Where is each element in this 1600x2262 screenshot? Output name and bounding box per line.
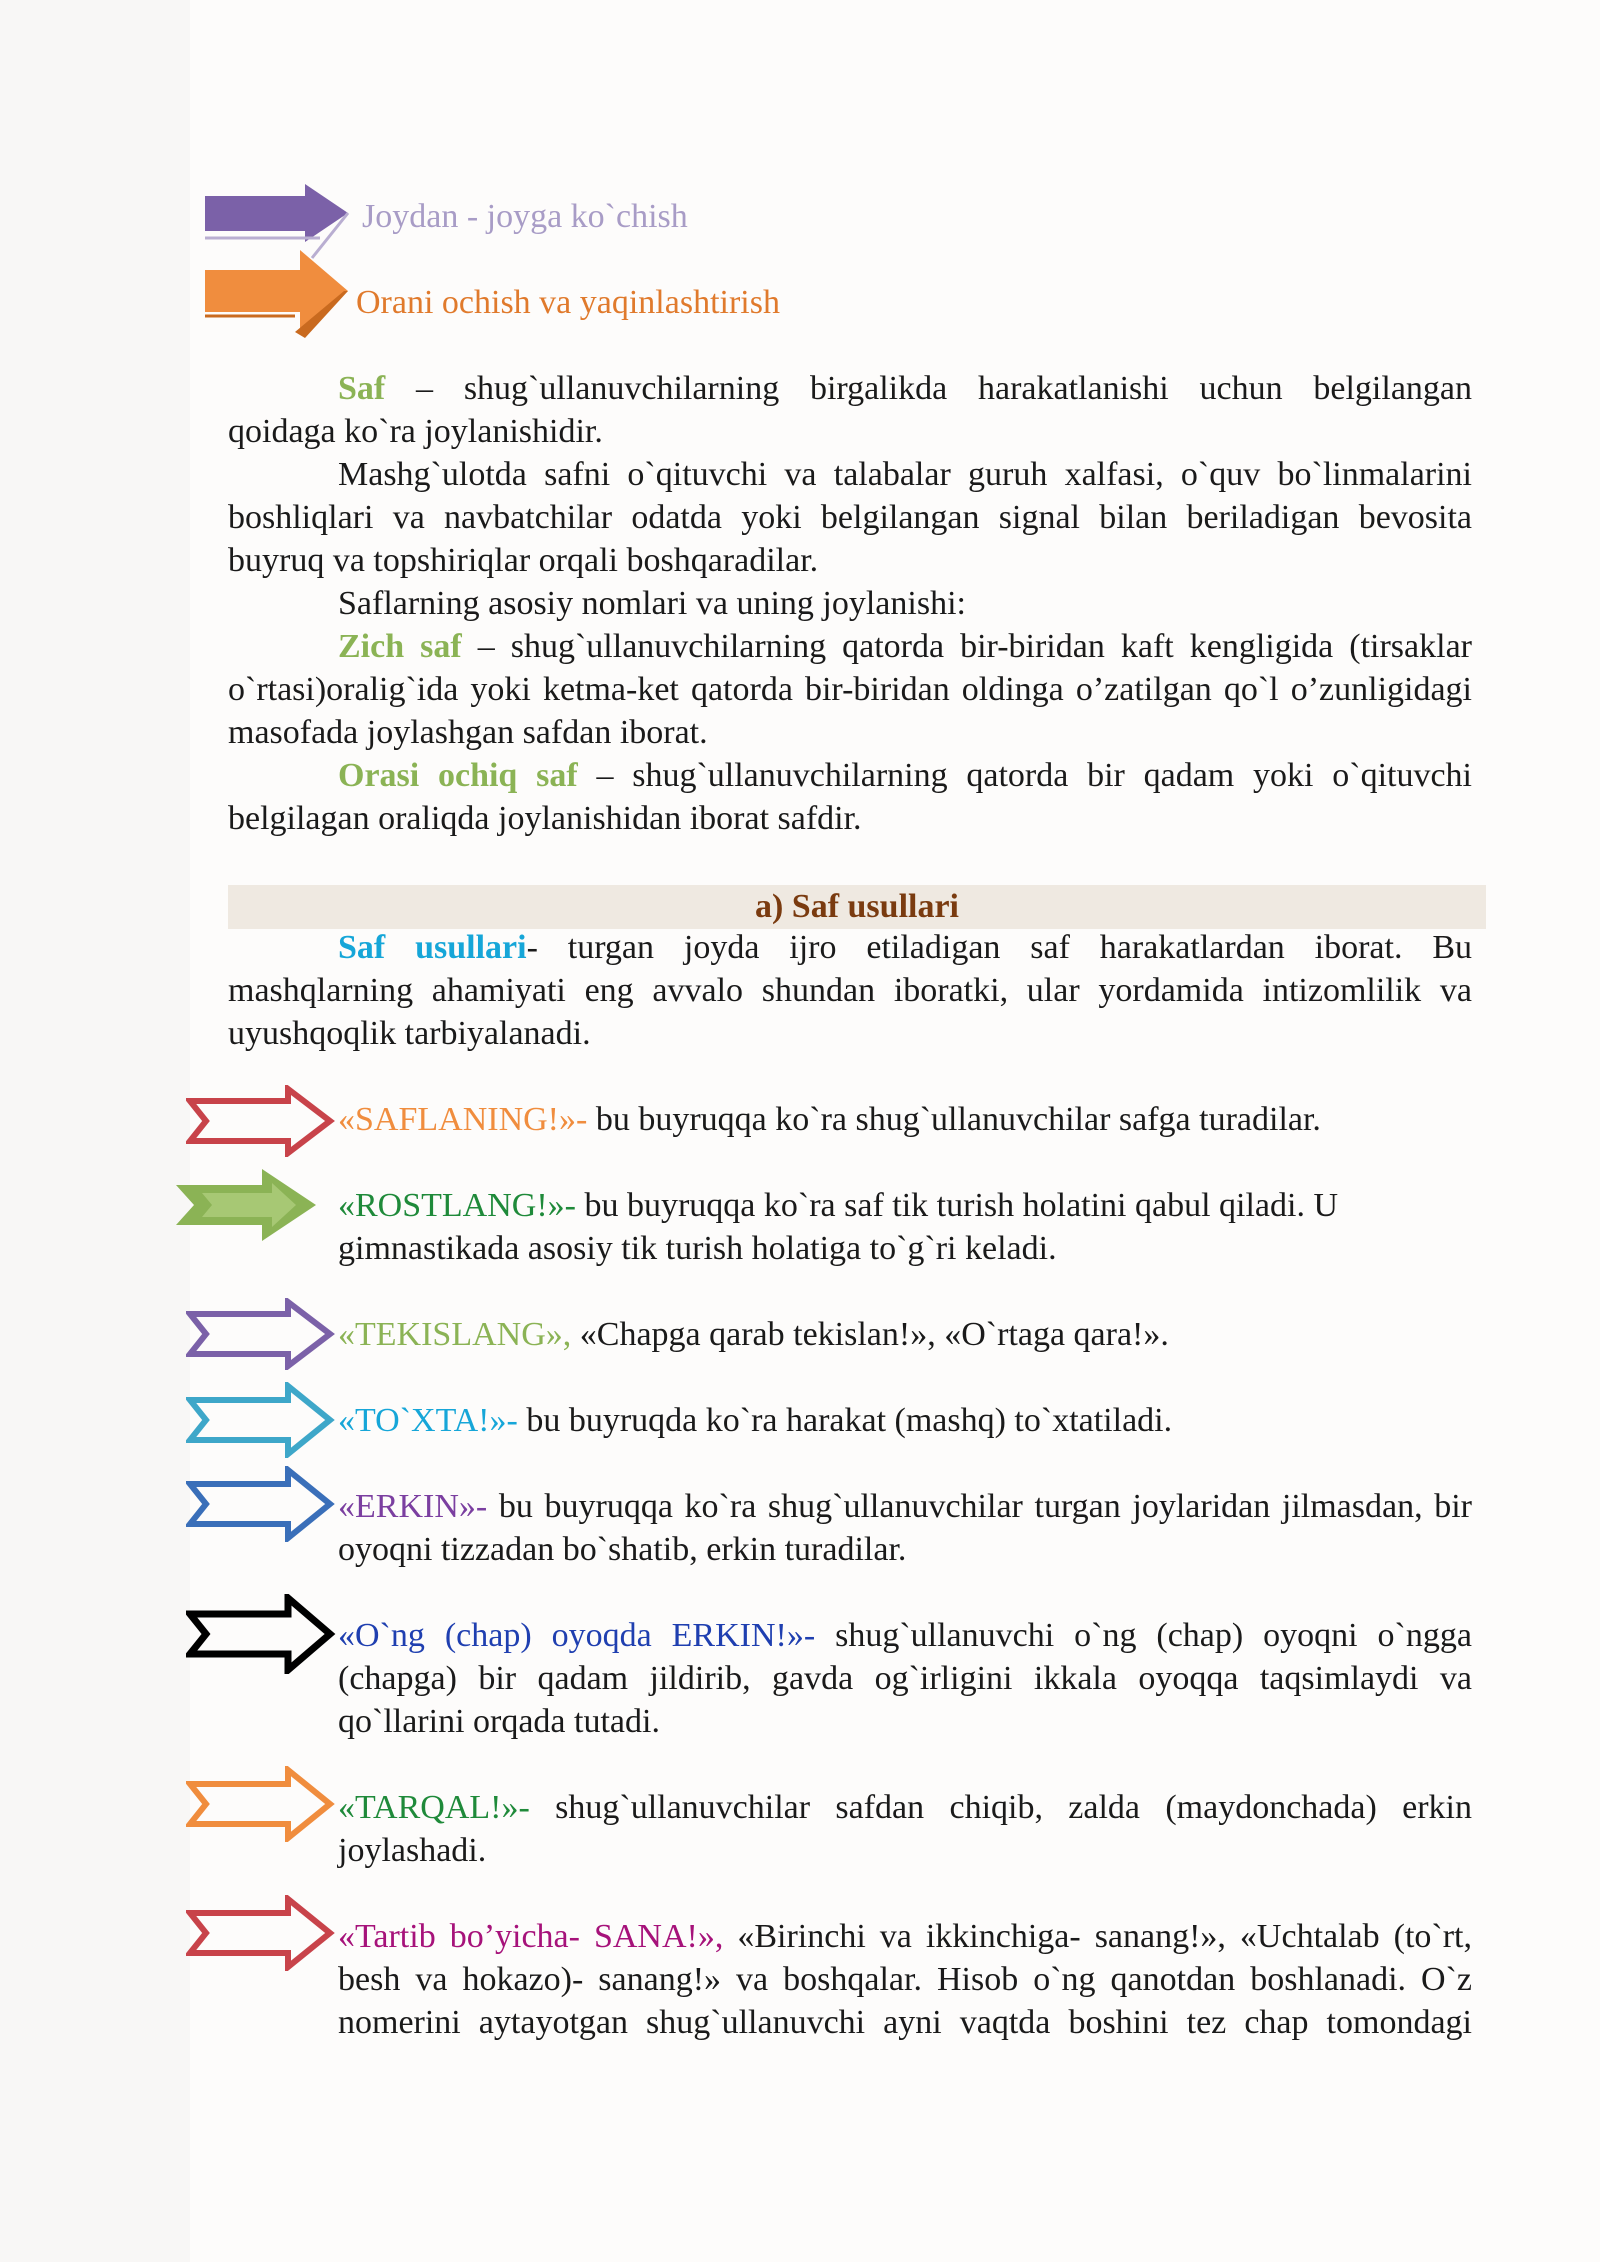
p2-line-2: boshliqlari va navbatchilar odatda yoki belgilangan signal bilan beriladigan bevosita — [228, 499, 1472, 536]
command-8-line-1 — [338, 1915, 1472, 1958]
zich-saf-line-1 — [338, 625, 1472, 668]
red-outline-arrow-icon-2 — [186, 1895, 336, 1971]
saf-definition-text: – shug`ullanuvchilarning birgalikda harakatlanishi uchun belgilangan — [385, 370, 1472, 407]
command-1-text: bu buyruqqa ko`ra shug`ullanuvchilar safga turadilar. — [587, 1101, 1321, 1138]
p3-line-1: Saflarning asosiy nomlari va uning joylanishi: — [338, 585, 966, 622]
command-2-line-1 — [338, 1184, 1338, 1227]
zich-saf-term: Zich saf — [338, 628, 462, 665]
command-4-line-1 — [338, 1399, 1172, 1442]
command-8-text: «Birinchi va ikkinchiga- sanang!», «Uchtalab (to`rt, — [723, 1918, 1472, 1955]
orasi-ochiq-saf-term: Orasi ochiq saf — [338, 757, 578, 794]
orange-outline-arrow-icon — [186, 1766, 336, 1842]
purple-outline-arrow-icon — [186, 1298, 336, 1370]
command-7-line-2: joylashadi. — [338, 1832, 487, 1869]
command-6-line-1 — [338, 1614, 1472, 1657]
section-heading: a) Saf usullari — [754, 888, 960, 925]
black-outline-arrow-icon — [186, 1594, 336, 1674]
saf-usullari-line-1 — [338, 926, 1472, 969]
command-6-text: shug`ullanuvchi o`ng (chap) oyoqni o`ngga — [815, 1617, 1472, 1654]
orasi-ochiq-saf-line-2: belgilagan oraliqda joylanishidan iborat safdir. — [228, 800, 862, 837]
saf-usullari-term: Saf usullari — [338, 929, 527, 966]
command-5-text: bu buyruqqa ko`ra shug`ullanuvchilar turgan joylaridan jilmasdan, bir — [487, 1488, 1472, 1525]
zich-saf-line-2: o`rtasi)oralig`ida yoki ketma-ket qatorda bir-biridan oldinga o’zatilgan qo`l o’zunligidagi — [228, 671, 1472, 708]
orasi-ochiq-saf-line-1 — [338, 754, 1472, 797]
saf-usullari-line-3: uyushqoqlik tarbiyalanadi. — [228, 1015, 591, 1052]
saf-usullari-line-2: mashqlarning ahamiyati eng avvalo shundan iboratki, ular yordamida intizomlilik va — [228, 972, 1472, 1009]
command-6-name: «O`ng (chap) oyoqda ERKIN!»- — [338, 1617, 816, 1654]
command-5-line-2: oyoqni tizzadan bo`shatib, erkin turadilar. — [338, 1531, 907, 1568]
teal-outline-arrow-icon — [186, 1382, 336, 1458]
orasi-ochiq-saf-text: – shug`ullanuvchilarning qatorda bir qadam yoki o`qituvchi — [577, 757, 1472, 794]
command-5-name: «ERKIN»- — [338, 1488, 488, 1525]
command-7-line-1 — [338, 1786, 1472, 1829]
zich-saf-line-3: masofada joylashgan safdan iborat. — [228, 714, 708, 751]
command-2-line-2: gimnastikada asosiy tik turish holatiga to`g`ri keladi. — [338, 1230, 1057, 1267]
command-8-line-2: besh va hokazo)- sanang!» va boshqalar. Hisob o`ng qanotdan boshlanadi. O`z — [338, 1961, 1472, 1998]
top-item-1: Joydan - joyga ko`chish — [362, 198, 688, 235]
command-8-name: «Tartib bo’yicha- SANA!», — [338, 1918, 724, 1955]
command-1-line-1 — [338, 1098, 1321, 1141]
command-6-line-3: qo`llarini orqada tutadi. — [338, 1703, 660, 1740]
command-3-line-1 — [338, 1313, 1169, 1356]
command-2-text: bu buyruqqa ko`ra saf tik turish holatini qabul qiladi. U — [575, 1187, 1339, 1224]
saf-definition-line-1 — [338, 367, 1472, 410]
command-7-name: «TARQAL!»- — [338, 1789, 530, 1826]
command-8-line-3: nomerini aytayotgan shug`ullanuvchi ayni vaqtda boshini tez chap tomondagi — [338, 2004, 1472, 2041]
green-arrow-icon — [172, 1165, 322, 1245]
command-2-name: «ROSTLANG!»- — [338, 1187, 576, 1224]
p2-line-3: buyruq va topshiriqlar orqali boshqaradilar. — [228, 542, 819, 579]
saf-definition-line-2: qoidaga ko`ra joylanishidir. — [228, 413, 603, 450]
p2-line-1: Mashg`ulotda safni o`qituvchi va talabalar guruh xalfasi, o`quv bo`linmalarini — [338, 456, 1472, 493]
command-5-line-1 — [338, 1485, 1472, 1528]
red-outline-arrow-icon — [186, 1085, 336, 1157]
blue-outline-arrow-icon — [186, 1466, 336, 1542]
saf-term: Saf — [338, 370, 386, 407]
command-4-text: bu buyruqda ko`ra harakat (mashq) to`xtatiladi. — [517, 1402, 1173, 1439]
command-3-text: «Chapga qarab tekislan!», «O`rtaga qara!». — [571, 1316, 1169, 1353]
zich-saf-text: – shug`ullanuvchilarning qatorda bir-biridan kaft kengligida (tirsaklar — [461, 628, 1472, 665]
orange-arrow-icon — [200, 246, 360, 346]
command-1-name: «SAFLANING!»- — [338, 1101, 588, 1138]
top-item-2: Orani ochish va yaqinlashtirish — [356, 284, 780, 321]
command-6-line-2: (chapga) bir qadam jildirib, gavda og`irligini ikkala oyoqqa taqsimlaydi va — [338, 1660, 1472, 1697]
command-7-text: shug`ullanuvchilar safdan chiqib, zalda (maydonchada) erkin — [529, 1789, 1472, 1826]
saf-usullari-text: - turgan joyda ijro etiladigan saf harakatlardan iborat. Bu — [526, 929, 1472, 966]
command-4-name: «TO`XTA!»- — [338, 1402, 518, 1439]
command-3-name: «TEKISLANG», — [338, 1316, 572, 1353]
